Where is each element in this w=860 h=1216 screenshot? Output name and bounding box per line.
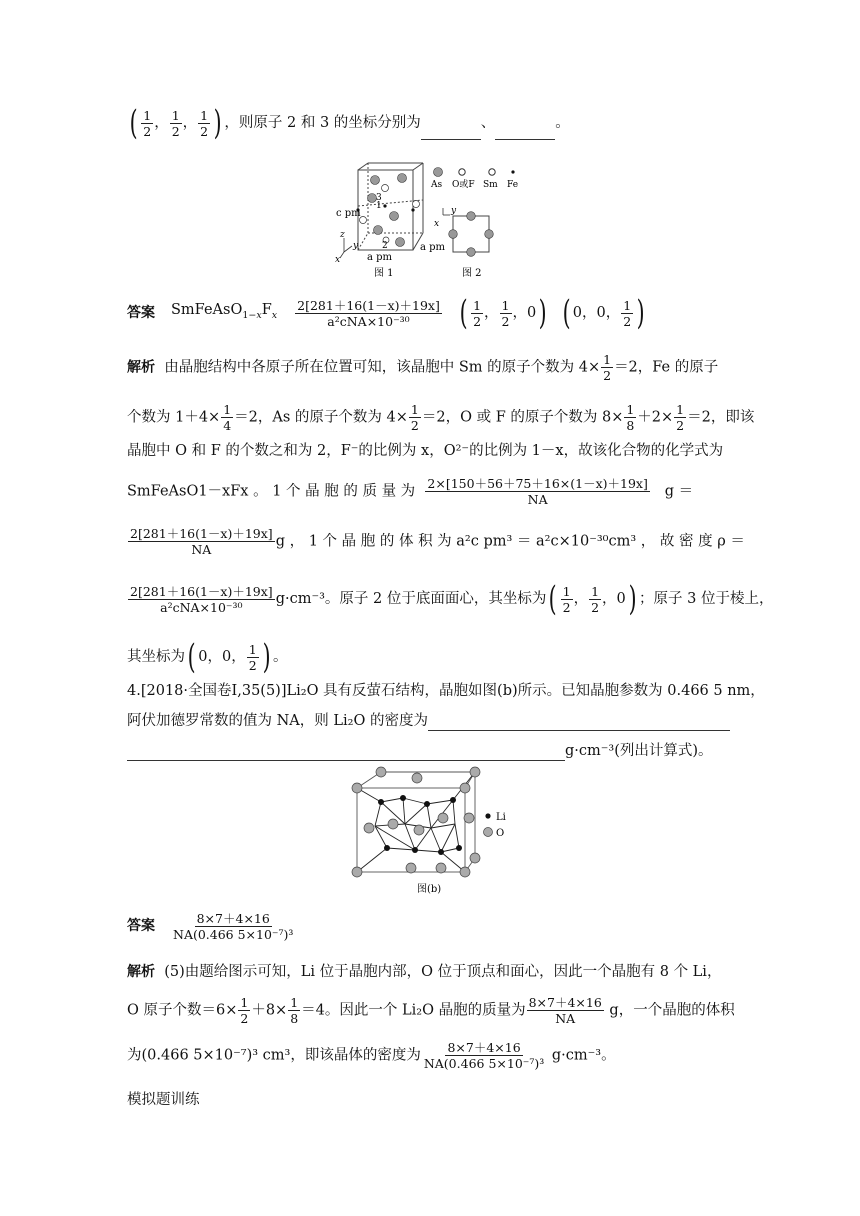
answer-blank-2 bbox=[495, 123, 555, 140]
given-coordinate: ( $\frac{1}{2}$ ， $\frac{1}{2}$ ， $\frac{1}{2}$ ) bbox=[129, 103, 222, 143]
analysis-4-line-1: 解析 (5)由题给图示可知，Li 位于晶胞内部，O 位于顶点和面心，因此一个晶胞有 8 个 Li， bbox=[127, 964, 722, 980]
question-4-line-3: g·cm⁻³(列出计算式)。 bbox=[127, 741, 713, 761]
answer-coordinate-2: ( $\frac{1}{2}$ ， $\frac{1}{2}$ ， 0 ) bbox=[459, 293, 547, 333]
analysis-4-line-2: O 原子个数＝6× $\frac{1}{2}$ ＋8× $\frac{1}{8}$ ＝4。因此一个 Li₂O 晶胞的质量为 $\frac{8\times 7+4\times 16}{NA}$ g，一个晶胞的体积 bbox=[127, 995, 735, 1026]
svg-text:z: z bbox=[340, 230, 345, 240]
legend-fe: Fe bbox=[507, 180, 519, 190]
a-pm-bottom-label: a pm bbox=[367, 252, 393, 263]
svg-text:x: x bbox=[434, 219, 440, 229]
svg-text:3: 3 bbox=[376, 193, 382, 203]
legend-sm: Sm bbox=[483, 180, 498, 190]
question-4-line-2: 阿伏加德罗常数的值为 NA，则 Li₂O 的密度为 bbox=[127, 711, 730, 731]
question-4-line-1: 4.[2018·全国卷Ⅰ,35(5)]Li₂O 具有反萤石结构，晶胞如图(b)所示。已知晶胞参数为 0.466 5 nm， bbox=[127, 683, 765, 699]
answer-blank-1 bbox=[421, 123, 481, 140]
a-pm-right-label: a pm bbox=[420, 242, 446, 253]
answer-3-line bbox=[127, 293, 647, 333]
answer-4-line: 答案 $\frac{8\times 7+4\times 16}{\text{NA(0.466 5×10⁻⁷)³}}$ bbox=[127, 910, 294, 942]
analysis-4-line-3: 为(0.466 5×10⁻⁷)³ cm³，即该晶体的密度为 $\frac{8\times 7+4\times 16}{\text{NA(0.466 5×10⁻⁷)³}}$ g·cm⁻³。 bbox=[127, 1040, 616, 1071]
answer-label: 答案 bbox=[127, 305, 155, 321]
figure-b-li2o-cell bbox=[345, 766, 520, 900]
answer-coordinate-3: ( 0 ， 0 ， $\frac{1}{2}$ ) bbox=[562, 293, 645, 333]
figure-1-crystal-cell bbox=[330, 160, 540, 282]
analysis-3-line-6: $\frac{2[281+16(1-x)+19x]}{\text{a²cNA×10⁻³⁰}}$ g·cm⁻³。原子 2 位于底面面心，其坐标为 ( $\frac{1}{2}$ ， $\frac{1}{2}$ ， 0 ) ；原子 3 位于棱上， bbox=[130, 579, 774, 619]
answer-density-fraction: $\frac{2[281+16(1-x)+19x]}{\text{a²cNA×10⁻³⁰}}$ bbox=[297, 297, 440, 329]
figure-2-caption: 图 2 bbox=[462, 268, 482, 279]
svg-text:2: 2 bbox=[382, 241, 388, 251]
svg-text:y: y bbox=[451, 206, 457, 216]
question-3-coordinate-line: ( $\frac{1}{2}$ ， $\frac{1}{2}$ ， $\frac{1}{2}$ ) ，则原子 2 和 3 的坐标分别为 、 。 bbox=[127, 106, 570, 140]
legend-as: As bbox=[431, 180, 443, 190]
analysis-3-line-4: SmFeAsO1－xFx 。 1 个 晶 胞 的 质 量 为 $\frac{2\times[150+56+75+16\times(1-x)+19x]}{NA}$ g ＝ bbox=[127, 476, 694, 507]
legend-o: O bbox=[496, 828, 505, 839]
analysis-3-line-5: $\frac{2[281+16(1-x)+19x]}{NA}$ g ， 1 个 晶 胞 的 体 积 为 a²c pm³ ＝ a²c×10⁻³⁰cm³ ， 故 密 度 ρ ＝ bbox=[130, 526, 745, 557]
analysis-3-line-7: 其坐标为 ( 0 ， 0 ， $\frac{1}{2}$ ) 。 bbox=[127, 637, 288, 677]
c-pm-label: c pm bbox=[336, 208, 361, 219]
svg-text:y: y bbox=[353, 241, 359, 251]
svg-text:x: x bbox=[335, 255, 341, 265]
answer-formula: $SmFeAsO_{1-x}F_x$ bbox=[171, 302, 278, 321]
analysis-3-line-2: 个数为 1＋4× $\frac{1}{4}$ ＝2，As 的原子个数为 4× $\frac{1}{2}$ ＝2，O 或 F 的原子个数为 8× $\frac{1}{8}$ ＋2× $\frac{1}{2}$ ＝2，即该 bbox=[127, 402, 755, 433]
legend-o-or-f: O或F bbox=[452, 180, 475, 190]
svg-text:1: 1 bbox=[376, 201, 382, 211]
analysis-3-line-3: 晶胞中 O 和 F 的个数之和为 2，F⁻的比例为 x，O²⁻的比例为 1－x，故该化合物的化学式为 bbox=[127, 443, 724, 459]
analysis-3-line-1: 解析 由晶胞结构中各原子所在位置可知，该晶胞中 Sm 的原子个数为 4× $\frac{1}{2}$ ＝2，Fe 的原子 bbox=[127, 352, 719, 383]
figure-1-caption: 图 1 bbox=[374, 268, 394, 279]
section-title: 模拟题训练 bbox=[127, 1092, 200, 1108]
legend-li: Li bbox=[496, 812, 506, 823]
figure-b-caption: 图(b) bbox=[417, 884, 442, 895]
answer-blank-density bbox=[428, 714, 730, 731]
answer-4-fraction: $\frac{8\times 7+4\times 16}{\text{NA(0.466 5×10⁻⁷)³}}$ bbox=[173, 910, 294, 942]
